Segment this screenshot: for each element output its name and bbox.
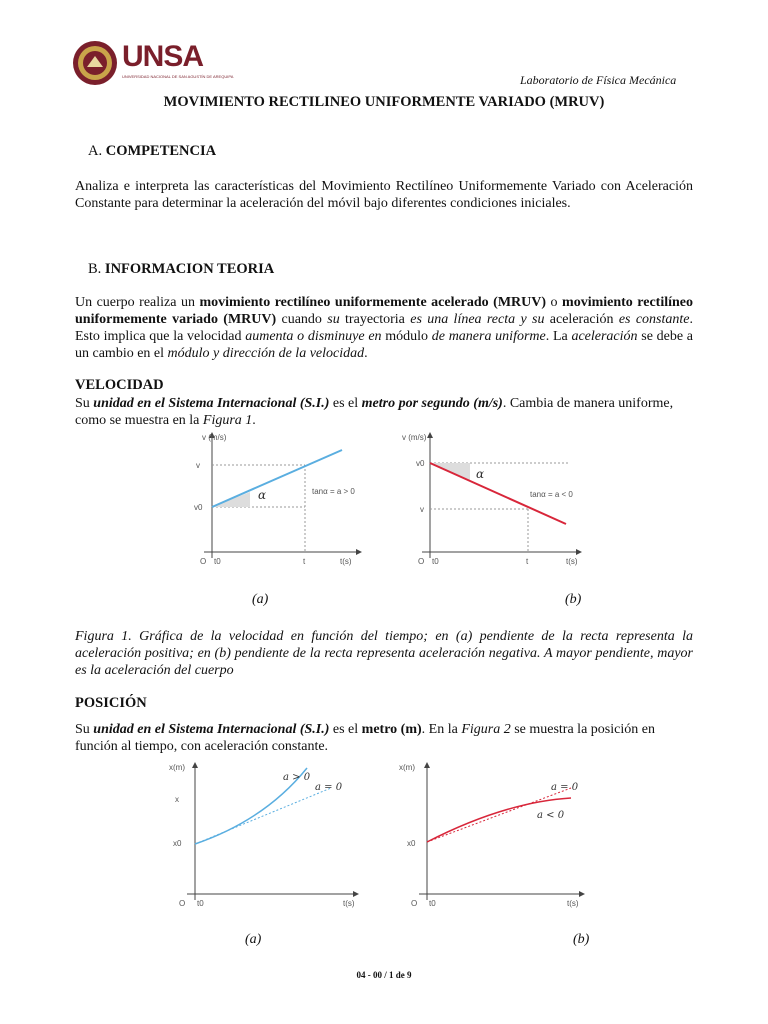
- figure2-b-graph: [395, 760, 600, 910]
- figure2-b-xlabel: t(s): [567, 899, 579, 908]
- figure2-b-ybottom: x0: [407, 839, 416, 848]
- figure1-caption: Figura 1. Gráfica de la velocidad en función del tiempo; en (a) pendiente de la recta representa la aceleración positiva; en (b) pendiente de la recta representa aceleración negativa. A mayor pendiente, mayor es la aceleración del cuerpo: [75, 629, 693, 678]
- figure1-b-t: t: [526, 557, 529, 566]
- figure1-b-ybottom: v: [420, 505, 424, 514]
- university-seal-icon: [72, 40, 118, 86]
- page-title: MOVIMIENTO RECTILINEO UNIFORMENTE VARIADO (MRUV): [163, 94, 605, 110]
- figure2-a-ylabel: x(m): [169, 763, 185, 772]
- figure2-label-a: (a): [245, 932, 262, 947]
- lab-name: Laboratorio de Física Mecánica: [520, 73, 677, 87]
- figure2-b-line-label: a = 0: [551, 782, 579, 793]
- figure1-a-xlabel: t(s): [340, 557, 352, 566]
- figure2-a-origin: O: [179, 899, 186, 908]
- velocidad-heading: VELOCIDAD: [75, 377, 164, 393]
- section-a-text: Analiza e interpreta las características del Movimiento Rectilíneo Uniformemente Variado con Aceleración Constante para determinar la aceleración del móvil bajo diferentes condiciones iniciales.: [75, 179, 693, 211]
- figure2-a-ytop: x: [175, 795, 179, 804]
- velocidad-paragraph: Su unidad en el Sistema Internacional (S.I.) es el metro por segundo (m/s). Cambia de manera uniforme, como se muestra en la Figura 1.: [75, 396, 674, 428]
- section-b-paragraph: Un cuerpo realiza un movimiento rectilíneo uniformemente acelerado (MRUV) o movimiento rectilíneo uniformemente variado (MRUV) cuando su trayectoria es una línea recta y su aceleración es constante. Esto implica que la velocidad aumenta o disminuye en módulo de manera uniforme. La aceleración se debe a un cambio en el módulo y dirección de la velocidad.: [75, 295, 694, 361]
- figure2-b-origin: O: [411, 899, 418, 908]
- logo-subtitle: UNIVERSIDAD NACIONAL DE SAN AGUSTÍN DE AREQUIPA: [122, 74, 234, 79]
- figure1-b-t0: t0: [432, 557, 439, 566]
- figure1-b-ytop: v0: [416, 459, 425, 468]
- page-number: 04 - 00 / 1 de 9: [356, 970, 412, 980]
- figure1-a-ytop: v: [196, 461, 200, 470]
- section-a-title: COMPETENCIA: [105, 143, 217, 159]
- figure1-label-a: (a): [252, 592, 269, 607]
- figure1-label-b: (b): [565, 592, 582, 607]
- figure1-a-t0: t0: [214, 557, 221, 566]
- figure2-a-t0: t0: [197, 899, 204, 908]
- figure1-b-origin: O: [418, 557, 425, 566]
- figure2-a-curve-label: a > 0: [283, 772, 311, 783]
- section-b-heading: [88, 261, 274, 278]
- figure2-b-curve-label: a < 0: [537, 810, 565, 821]
- section-b-letter: B.: [88, 261, 102, 277]
- figure1-a-annotation: tanα = a > 0: [312, 487, 355, 496]
- section-b-title: INFORMACION TEORIA: [104, 261, 275, 277]
- logo-text: UNSA: [122, 40, 204, 73]
- figure1-a-t: t: [303, 557, 306, 566]
- figure2-a-xlabel: t(s): [343, 899, 355, 908]
- figure2-b-t0: t0: [429, 899, 436, 908]
- figure2-a-graph: [165, 760, 370, 910]
- figure1-b-angle: α: [476, 467, 485, 481]
- university-logo: [72, 40, 234, 86]
- figure1-a-ybottom: v0: [194, 503, 203, 512]
- figure1-a-origin: O: [200, 557, 207, 566]
- figure1-a-angle: α: [258, 488, 267, 502]
- figure1-a-ylabel: v (m/s): [202, 433, 227, 442]
- section-a-heading: [88, 143, 216, 160]
- figure2-a-line-label: a = 0: [315, 782, 343, 793]
- figure2-b-ylabel: x(m): [399, 763, 415, 772]
- figure1-a-velocity-line: [212, 450, 342, 507]
- figure1-b-annotation: tanα = a < 0: [530, 490, 573, 499]
- figure2-label-b: (b): [573, 932, 590, 947]
- posicion-paragraph: Su unidad en el Sistema Internacional (S.I.) es el metro (m). En la Figura 2 se muestra la posición en función al tiempo, con aceleración constante.: [75, 722, 655, 754]
- figure1-b-graph: [400, 428, 600, 573]
- figure1-b-ylabel: v (m/s): [402, 433, 427, 442]
- figure1-a-graph: [170, 428, 370, 573]
- posicion-heading: POSICIÓN: [75, 695, 147, 711]
- figure1-b-xlabel: t(s): [566, 557, 578, 566]
- section-a-letter: A.: [88, 143, 103, 159]
- figure2-a-ybottom: x0: [173, 839, 182, 848]
